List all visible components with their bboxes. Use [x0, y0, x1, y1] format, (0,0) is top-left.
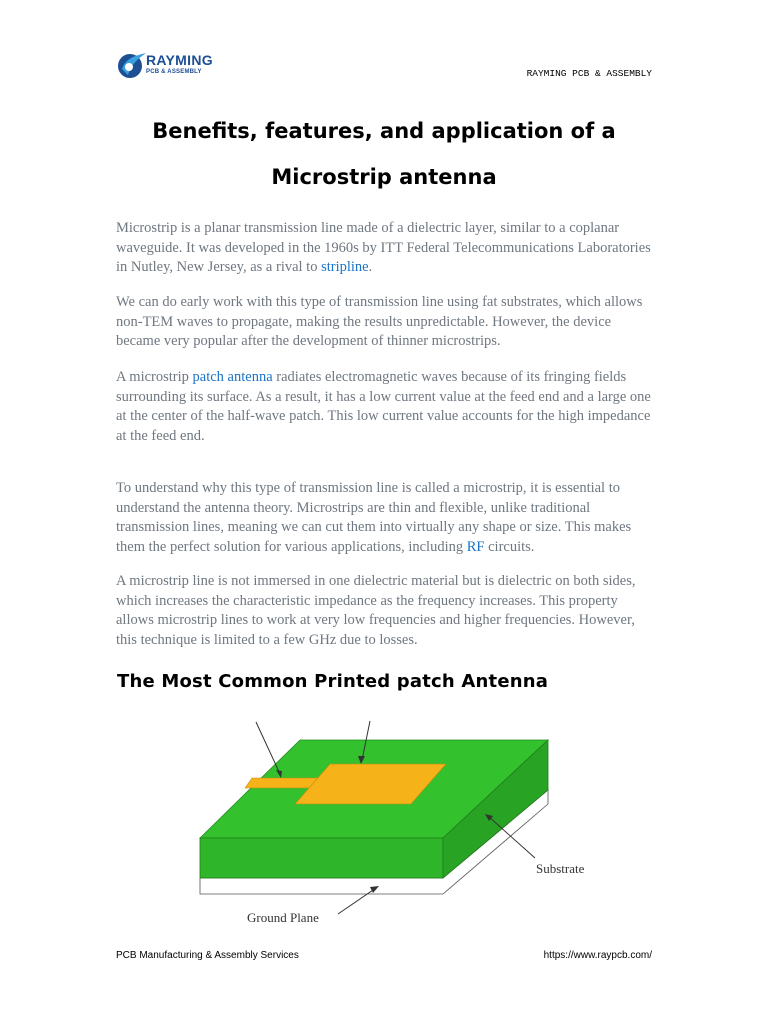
patch-antenna-diagram: [190, 718, 610, 930]
patch-antenna-link[interactable]: patch antenna: [192, 369, 273, 385]
document-title-line2: Microstrip antenna: [271, 165, 497, 189]
feed-arrow: [256, 722, 281, 776]
rf-link[interactable]: RF: [466, 538, 485, 555]
paragraph-5: A microstrip line is not immersed in one dielectric material but is dielectric on both sides, which increases the characteristic impedance as the frequency increases. This property allows microstrip lines to work at very low frequencies and higher frequencies. However, this technique is limited to a few GHz due to losses.: [116, 573, 636, 648]
substrate-label: Substrate: [536, 861, 585, 876]
footer-services: PCB Manufacturing & Assembly Services: [116, 950, 299, 961]
logo-swirl-icon: [116, 49, 148, 81]
ground-plane-label: Ground Plane: [247, 910, 319, 925]
header-company-name: RAYMING PCB & ASSEMBLY: [526, 68, 652, 79]
logo-name: RAYMING: [146, 52, 213, 68]
document-title-line1: Benefits, features, and application of a: [152, 119, 616, 143]
paragraph-4: To understand why this type of transmission line is called a microstrip, it is essential to understand the antenna theory. Microstrips are thin and flexible, unlike traditional transmission lines, meaning we can cut them into virtually any shape or size. This makes them the perfect solution for various applications, including RF circuits.: [116, 480, 632, 555]
paragraph-3: A microstrip patch antenna radiates electromagnetic waves because of its fringing fields surrounding its surface. As a result, it has a low current value at the feed end and a large one at the center of the half-wave patch. This low current value accounts for the high impedance at the feed end.: [116, 369, 651, 444]
paragraph-2: We can do early work with this type of transmission line using fat substrates, which allows non-TEM waves to propagate, making the results unpredictable. However, the device became very popular after the development of thinner microstrips.: [116, 294, 643, 349]
feed-line: [245, 778, 320, 788]
stripline-link[interactable]: stripline: [321, 259, 369, 275]
substrate-front: [200, 838, 443, 878]
company-logo: [116, 49, 226, 83]
footer-url[interactable]: https://www.raypcb.com/: [543, 950, 652, 961]
section-heading: The Most Common Printed patch Antenna: [117, 671, 549, 692]
paragraph-1: Microstrip is a planar transmission line made of a dielectric layer, similar to a coplanar waveguide. It was developed in the 1960s by ITT Federal Telecommunications Laboratories in Nutley, New Jersey, as a rival to stripline.: [116, 220, 651, 275]
logo-subtitle: PCB & ASSEMBLY: [146, 69, 202, 75]
